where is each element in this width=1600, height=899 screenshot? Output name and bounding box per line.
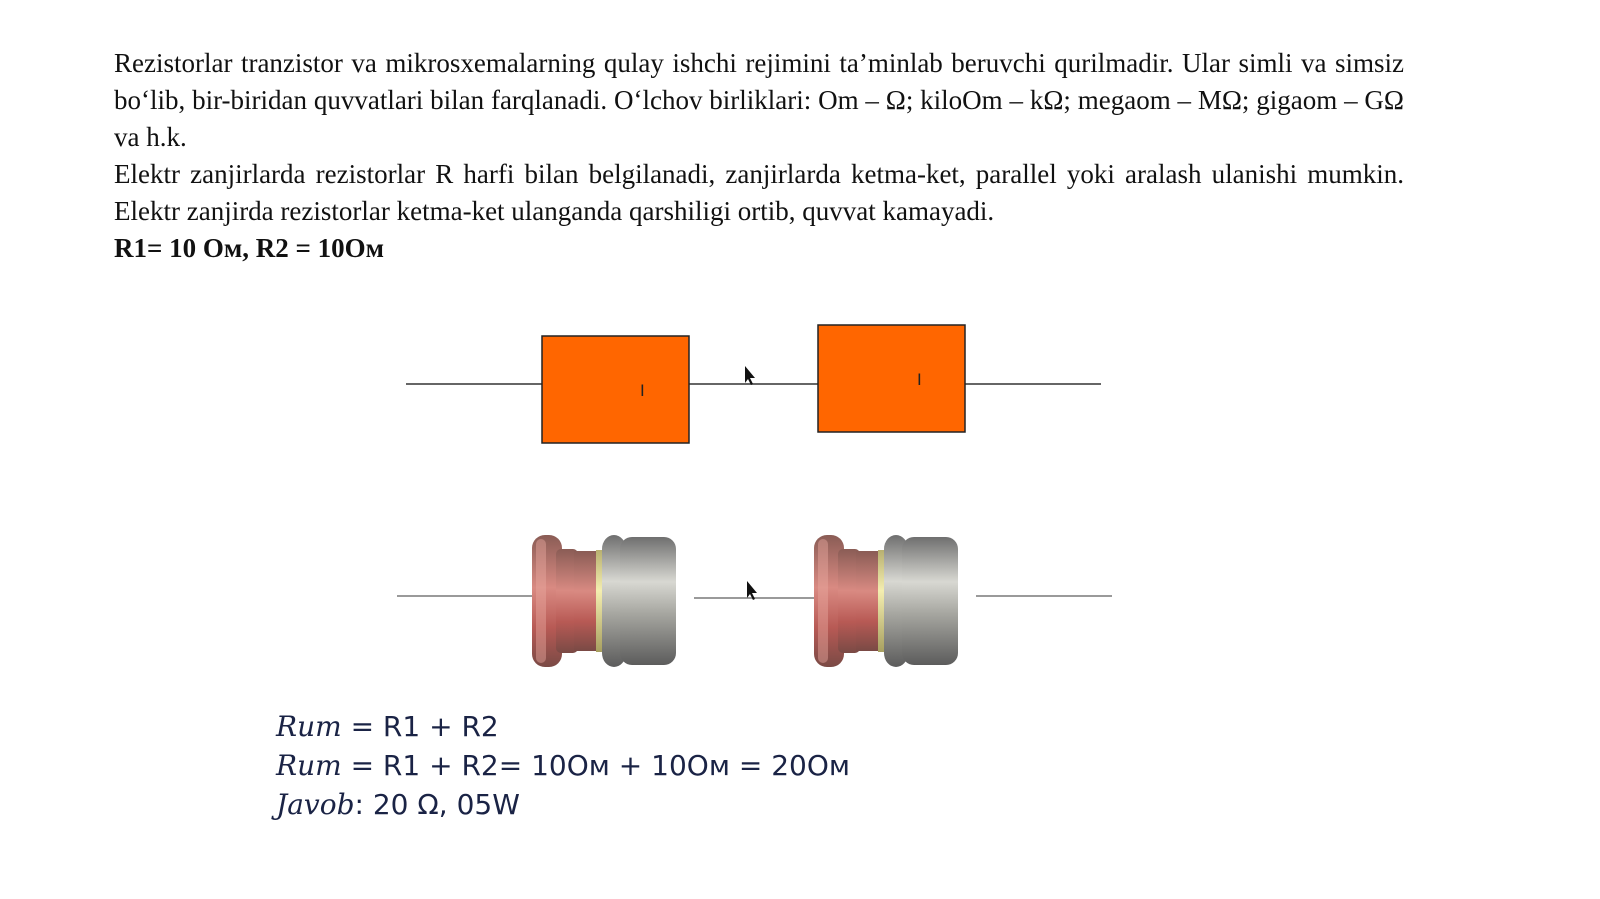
paragraph-units: Rezistorlar tranzistor va mikrosxemalarning qulay ishchi rejimini ta’minlab beruvchi qurilmadir. Ular simli va simsiz bo‘lib, bir-biridan quvvatlari bilan farqlanadi. O‘lchov birliklari: Om – Ω; kiloOm – kΩ; megaom – MΩ; gigaom – GΩ va h.k. <box>114 48 1404 152</box>
resistor-r1-symbol <box>542 336 689 443</box>
resistor-r1-component <box>532 535 676 667</box>
formula-block <box>276 707 850 824</box>
answer-label: Javob <box>276 788 355 821</box>
paragraph-series-connection: Elektr zanjirlarda rezistorlar R harfi bilan belgilanadi, zanjirlarda ketma-ket, parallel yoki aralash ulanishi mumkin. Elektr zanjirda rezistorlar ketma-ket ulanganda qarshiligi ortib, quvvat kamayadi. <box>114 159 1404 226</box>
schematic-circuit <box>406 325 1101 443</box>
formula-1-lhs: Rum <box>276 710 342 743</box>
cursor-icon <box>745 366 755 385</box>
resistor-r2-component <box>814 535 958 667</box>
resistor-r1-mark: I <box>640 381 645 400</box>
formula-1-rhs: = R1 + R2 <box>341 710 499 743</box>
resistor-r2-mark: I <box>917 370 922 389</box>
formula-2-rhs: = R1 + R2= 10Ом + 10Ом = 20Ом <box>341 749 850 782</box>
given-values: R1= 10 Ом, R2 = 10Ом <box>114 233 385 263</box>
resistor-r2-symbol <box>818 325 965 432</box>
answer-value: : 20 Ω, 05W <box>354 788 520 821</box>
formula-line-1 <box>276 707 850 746</box>
formula-line-2 <box>276 746 850 785</box>
answer-line <box>276 785 850 824</box>
formula-2-lhs: Rum <box>276 749 342 782</box>
component-circuit <box>397 535 1112 667</box>
